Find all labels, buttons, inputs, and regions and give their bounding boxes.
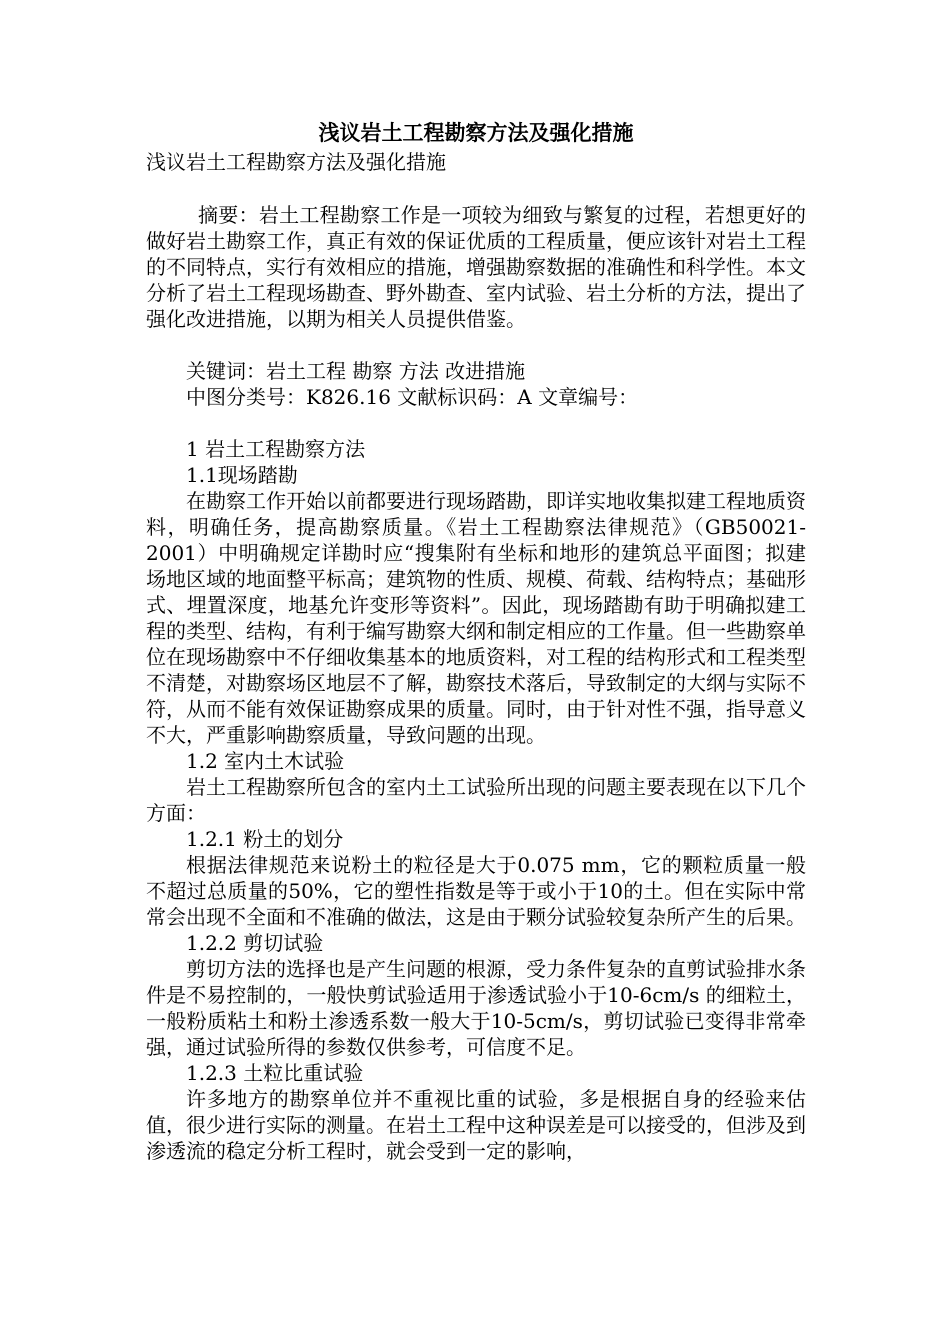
spacer: [146, 176, 806, 202]
section-1-heading: 1 岩土工程勘察方法: [186, 437, 366, 461]
section-1-2-3-paragraph: 许多地方的勘察单位并不重视比重的试验，多是根据自身的经验来估值，很少进行实际的测量。在岩土工程中这种误差是可以接受的，但涉及到渗透流的稳定分析工程时，就会受到一定的影响，: [146, 1087, 806, 1163]
keywords-line: 关键词：岩土工程 勘察 方法 改进措施: [186, 359, 526, 383]
section-1-2-3-heading: 1.2.3 土粒比重试验: [186, 1061, 364, 1085]
document-title: 浅议岩土工程勘察方法及强化措施: [318, 120, 634, 145]
section-1-1-heading: 1.1现场踏勘: [186, 463, 298, 487]
document-body: [146, 118, 806, 1164]
section-1-2-paragraph: 岩土工程勘察所包含的室内土工试验所出现的问题主要表现在以下几个方面：: [146, 775, 806, 825]
classification-line: 中图分类号：K826.16 文献标识码：A 文章编号：: [186, 385, 639, 409]
spacer: [146, 332, 806, 358]
spacer: [146, 410, 806, 436]
abstract-paragraph: 摘要：岩土工程勘察工作是一项较为细致与繁复的过程，若想更好的做好岩土勘察工作，真正有效的保证优质的工程质量，便应该针对岩土工程的不同特点，实行有效相应的措施，增强勘察数据的准确性和科学性。本文分析了岩土工程现场勘查、野外勘查、室内试验、岩土分析的方法，提出了强化改进措施，以期为相关人员提供借鉴。: [146, 203, 806, 331]
section-1-1-paragraph: 在勘察工作开始以前都要进行现场踏勘，即详实地收集拟建工程地质资料，明确任务，提高勘察质量。《岩土工程勘察法律规范》（GB50021- 2001）中明确规定详勘时应“搜集附有坐标和地形的建筑总平面图；拟建场地区域的地面整平标高；建筑物的性质、规模、荷载、结构特点；基础形式、埋置深度，地基允许变形等资料”。因此，现场踏勘有助于明确拟建工程的类型、结构，有利于编写勘察大纲和制定相应的工作量。但一些勘察单位在现场勘察中不仔细收集基本的地质资料，对工程的结构形式和工程类型不清楚，对勘察场区地层不了解，勘察技术落后，导致制定的大纲与实际不符，从而不能有效保证勘察成果的质量。同时，由于针对性不强，指导意义不大，严重影响勘察质量，导致问题的出现。: [146, 489, 806, 747]
section-1-2-1-heading: 1.2.1 粉土的划分: [186, 827, 344, 851]
section-1-2-2-heading: 1.2.2 剪切试验: [186, 931, 324, 955]
section-1-2-1-paragraph: 根据法律规范来说粉土的粒径是大于0.075 mm，它的颗粒质量一般不超过总质量的50%，它的塑性指数是等于或小于10的土。但在实际中常常会出现不全面和不准确的做法，这是由于颗分试验较复杂所产生的后果。: [146, 853, 806, 929]
section-1-2-heading: 1.2 室内土木试验: [186, 749, 345, 773]
section-1-2-2-paragraph: 剪切方法的选择也是产生问题的根源，受力条件复杂的直剪试验排水条件是不易控制的，一般快剪试验适用于渗透试验小于10-6cm/s 的细粒土，一般粉质粘土和粉土渗透系数一般大于10-5cm/s，剪切试验已变得非常牵强，通过试验所得的参数仅供参考，可信度不足。: [146, 957, 806, 1059]
document-subtitle: 浅议岩土工程勘察方法及强化措施: [146, 150, 446, 174]
